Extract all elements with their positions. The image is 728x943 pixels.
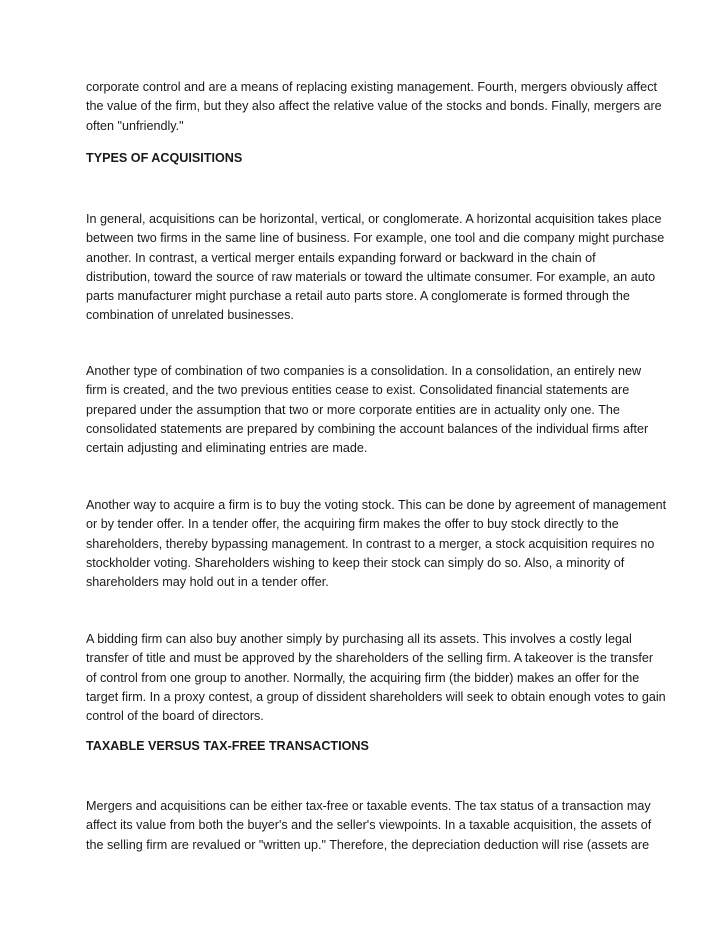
text-line: parts manufacturer might purchase a retail auto parts store. A conglomerate is formed through the xyxy=(86,289,630,304)
text-line: consolidated statements are prepared by combining the account balances of the individual firms after xyxy=(86,421,649,436)
text-line: or by tender offer. In a tender offer, the acquiring firm makes the offer to buy stock directly to the xyxy=(86,517,619,532)
paragraph-consolidation xyxy=(86,362,649,458)
text-line: control of the board of directors. xyxy=(86,709,264,724)
text-line: distribution, toward the source of raw materials or toward the ultimate consumer. For example, an auto xyxy=(86,269,656,284)
text-line: corporate control and are a means of replacing existing management. Fourth, mergers obviously affect xyxy=(86,80,657,94)
text-line: Another way to acquire a firm is to buy the voting stock. This can be done by agreement of management xyxy=(86,498,667,512)
section-heading-types-of-acquisitions: TYPES OF ACQUISITIONS xyxy=(86,151,243,165)
text-line: between two firms in the same line of business. For example, one tool and die company might purchase xyxy=(86,231,665,246)
text-line: stockholder voting. Shareholders wishing to keep their stock can simply do so. Also, a minority of xyxy=(86,555,625,570)
text-line: often "unfriendly." xyxy=(86,118,184,133)
text-line: of control from one group to another. Normally, the acquiring firm (the bidder) makes an offer for the xyxy=(86,670,640,685)
paragraph-acquisition-types xyxy=(86,210,665,326)
text-line: the value of the firm, but they also affect the relative value of the stocks and bonds. Finally, mergers are xyxy=(86,99,662,114)
text-line: affect its value from both the buyer's and the seller's viewpoints. In a taxable acquisition, the assets of xyxy=(86,818,652,833)
paragraph-asset-purchase xyxy=(86,630,666,726)
text-line: combination of unrelated businesses. xyxy=(86,308,294,323)
text-line: shareholders may hold out in a tender offer. xyxy=(86,575,329,590)
text-line: another. In contrast, a vertical merger entails expanding forward or backward in the chain of xyxy=(86,250,596,265)
paragraph-voting-stock xyxy=(86,496,667,592)
section-heading-taxable-versus-tax-free: TAXABLE VERSUS TAX-FREE TRANSACTIONS xyxy=(86,739,369,753)
text-line: transfer of title and must be approved by the shareholders of the selling firm. A takeover is the transfer xyxy=(86,651,654,666)
text-line: the selling firm are revalued or "written up." Therefore, the depreciation deduction will rise (assets are xyxy=(86,837,650,852)
text-line: In general, acquisitions can be horizontal, vertical, or conglomerate. A horizontal acquisition takes place xyxy=(86,212,662,226)
paragraph-corporate-control xyxy=(86,78,662,136)
paragraph-tax-status xyxy=(86,797,652,855)
text-line: shareholders, thereby bypassing management. In contrast to a merger, a stock acquisition requires no xyxy=(86,536,655,551)
text-line: target firm. In a proxy contest, a group of dissident shareholders will seek to obtain enough votes to gain xyxy=(86,689,666,704)
text-line: Another type of combination of two companies is a consolidation. In a consolidation, an entirely new xyxy=(86,364,642,378)
text-line: A bidding firm can also buy another simply by purchasing all its assets. This involves a costly legal xyxy=(86,632,632,646)
text-line: Mergers and acquisitions can be either tax-free or taxable events. The tax status of a transaction may xyxy=(86,799,651,813)
text-line: firm is created, and the two previous entities cease to exist. Consolidated financial statements are xyxy=(86,383,630,398)
text-line: certain adjusting and eliminating entries are made. xyxy=(86,441,368,456)
text-line: prepared under the assumption that two or more corporate entities are in actuality only one. The xyxy=(86,402,620,417)
